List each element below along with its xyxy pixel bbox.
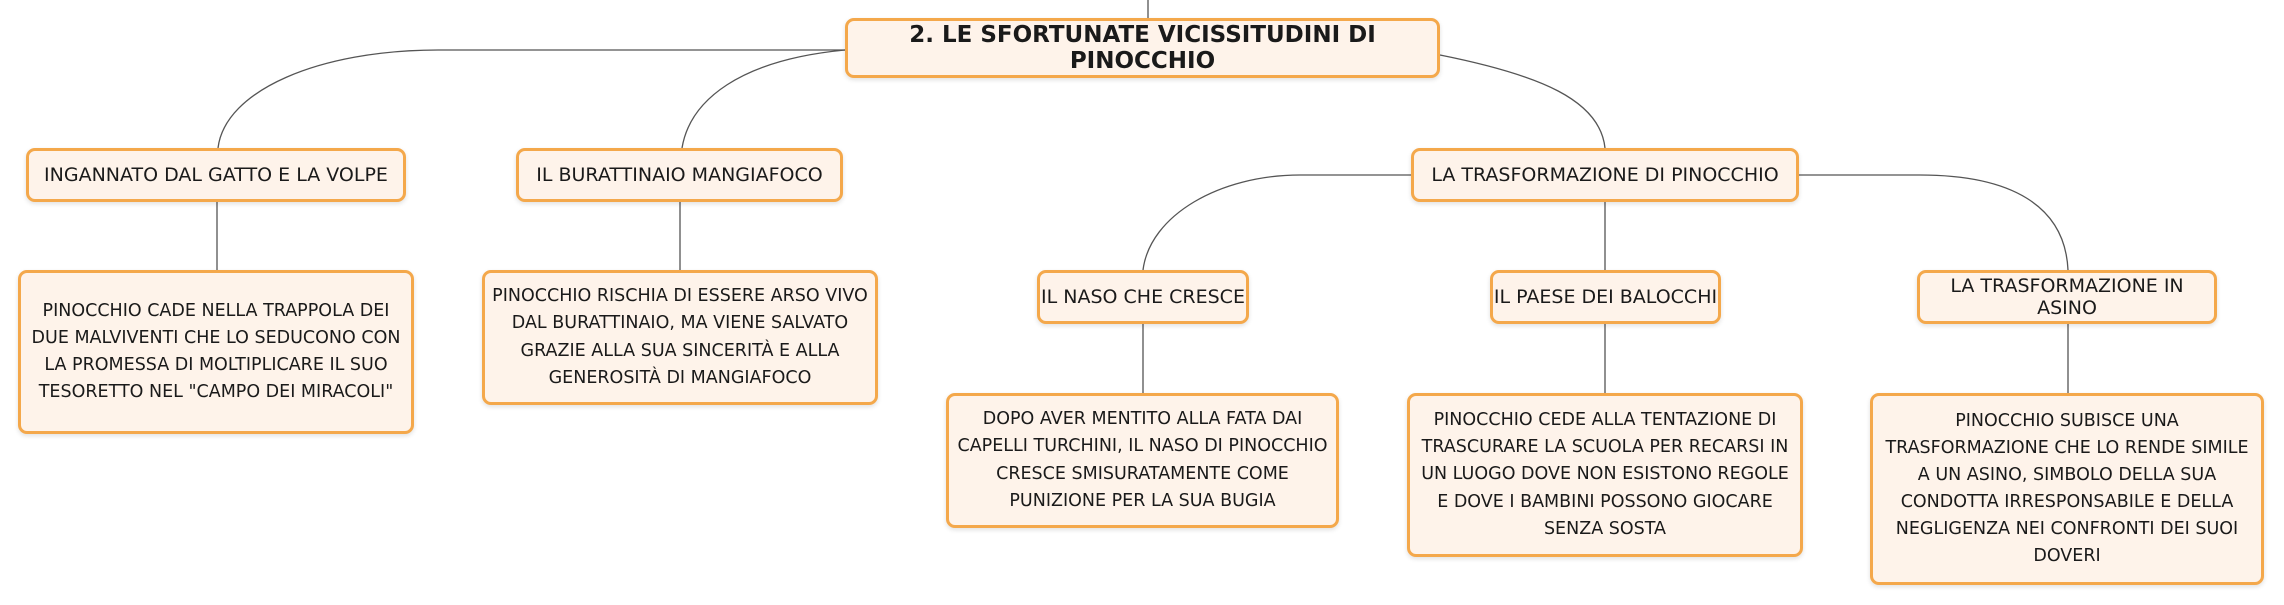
connector-root-branch3 bbox=[1440, 55, 1605, 148]
detail-text: DOPO AVER MENTITO ALLA FATA DAI CAPELLI TURCHINI, IL NASO DI PINOCCHIO CRESCE SMISURATAMENTE COME PUNIZIONE PER LA SUA BUGIA bbox=[957, 409, 1328, 511]
branch-topic-mangiafoco[interactable] bbox=[516, 148, 843, 202]
subtopic-label: LA TRASFORMAZIONE IN ASINO bbox=[1950, 275, 2184, 319]
subtopic-asino[interactable] bbox=[1917, 270, 2217, 324]
detail-text: PINOCCHIO CEDE ALLA TENTAZIONE DI TRASCURARE LA SCUOLA PER RECARSI IN UN LUOGO DOVE NON ESISTONO REGOLE E DOVE I BAMBINI POSSONO GIOCARE SENZA SOSTA bbox=[1421, 410, 1789, 539]
branch-topic-label: LA TRASFORMAZIONE DI PINOCCHIO bbox=[1431, 164, 1779, 186]
connector-branch3-sub1 bbox=[1143, 175, 1413, 270]
subtopic-label: IL NASO CHE CRESCE bbox=[1041, 286, 1245, 308]
detail-text: PINOCCHIO RISCHIA DI ESSERE ARSO VIVO DAL BURATTINAIO, MA VIENE SALVATO GRAZIE ALLA SUA SINCERITÀ E ALLA GENEROSITÀ DI MANGIAFOCO bbox=[492, 286, 868, 388]
branch-topic-label: INGANNATO DAL GATTO E LA VOLPE bbox=[44, 164, 388, 186]
detail-text: PINOCCHIO SUBISCE UNA TRASFORMAZIONE CHE LO RENDE SIMILE A UN ASINO, SIMBOLO DELLA SUA CONDOTTA IRRESPONSABILE E DELLA NEGLIGENZA NEI CONFRONTI DEI SUOI DOVERI bbox=[1885, 410, 2249, 567]
root-topic[interactable] bbox=[845, 18, 1440, 78]
detail-gatto-volpe[interactable] bbox=[18, 270, 414, 434]
branch-topic-label: IL BURATTINAIO MANGIAFOCO bbox=[536, 164, 823, 186]
connector-root-branch1 bbox=[218, 50, 845, 148]
root-topic-label: 2. LE SFORTUNATE VICISSITUDINI DI PINOCCHIO bbox=[909, 22, 1376, 74]
detail-balocchi[interactable] bbox=[1407, 393, 1803, 557]
detail-mangiafoco[interactable] bbox=[482, 270, 878, 405]
connector-root-branch2 bbox=[682, 50, 845, 148]
branch-topic-gatto-volpe[interactable] bbox=[26, 148, 406, 202]
subtopic-naso[interactable] bbox=[1037, 270, 1249, 324]
connector-branch3-sub3 bbox=[1797, 175, 2068, 270]
subtopic-balocchi[interactable] bbox=[1490, 270, 1721, 324]
detail-naso[interactable] bbox=[946, 393, 1339, 528]
subtopic-label: IL PAESE DEI BALOCCHI bbox=[1493, 286, 1718, 308]
detail-text: PINOCCHIO CADE NELLA TRAPPOLA DEI DUE MALVIVENTI CHE LO SEDUCONO CON LA PROMESSA DI MOLTIPLICARE IL SUO TESORETTO NEL "CAMPO DEI MIRACOLI" bbox=[31, 300, 401, 403]
detail-asino[interactable] bbox=[1870, 393, 2264, 585]
branch-topic-trasformazione[interactable] bbox=[1411, 148, 1799, 202]
